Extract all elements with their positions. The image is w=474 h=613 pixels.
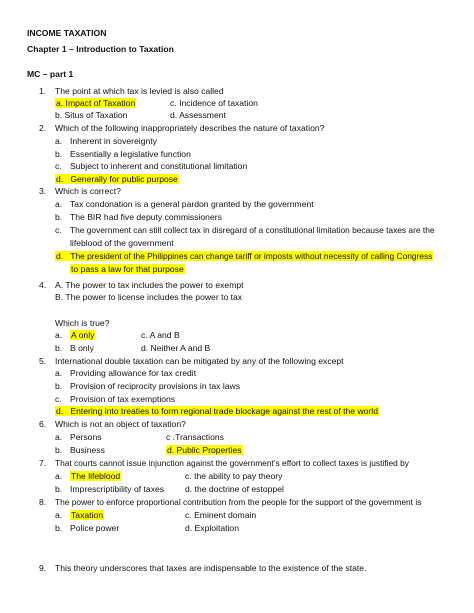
question-6-option-d-answer: d. Public Properties: [167, 445, 242, 455]
question-9-number: 9.: [39, 563, 47, 573]
question-9-text: This theory underscores that taxes are indispensable to the existence of the state.: [55, 563, 367, 573]
question-2-text: Which of the following inappropriately describes the nature of taxation?: [55, 123, 325, 133]
part-heading: MC – part 1: [27, 69, 74, 79]
question-3-number: 3.: [39, 186, 47, 196]
question-8-option-b: Police power: [70, 523, 120, 533]
question-4-statement-a: A. The power to tax includes the power to exempt: [55, 280, 244, 290]
question-8-option-a-answer: Taxation: [71, 510, 104, 520]
question-6-number: 6.: [39, 419, 47, 429]
question-7-option-b-label: b.: [55, 484, 63, 494]
question-7-option-c: c. the ability to pay theory: [185, 471, 283, 481]
question-4-option-a-answer: A only: [71, 330, 95, 340]
question-5-option-b-label: b.: [55, 381, 63, 391]
question-4-option-b: B only: [70, 343, 94, 353]
question-8-option-a-label: a.: [55, 510, 63, 520]
question-3-option-d-line-2-answer: to pass a law for that purpose: [71, 264, 184, 274]
question-2-option-c: Subject to inherent and constitutional limitation: [70, 161, 248, 171]
question-4-option-c: c. A and B: [141, 330, 180, 340]
question-6-option-c: c .Transactions: [166, 432, 224, 442]
question-7-number: 7.: [39, 458, 47, 468]
question-8-number: 8.: [39, 497, 47, 507]
question-1-option-c: c. Incidence of taxation: [170, 98, 258, 108]
question-3-option-b: The BIR had five deputy commissioners: [70, 212, 222, 222]
question-3-option-a: Tax condonation is a general pardon granted by the government: [70, 199, 314, 209]
question-8-text: The power to enforce proportional contribution from the people for the support of the government is: [55, 497, 422, 507]
question-1-number: 1.: [39, 86, 47, 96]
question-2-option-b: Essentially a legislative function: [70, 149, 191, 159]
question-4-option-b-label: b.: [55, 343, 63, 353]
question-7-text: That courts cannot issue injunction against the government’s effort to collect taxes is justified by: [55, 458, 409, 468]
question-3-option-b-label: b.: [55, 212, 63, 222]
question-2-option-d-label: d.: [56, 174, 64, 184]
question-1-option-a-answer: a. Impact of Taxation: [56, 98, 136, 108]
question-5-option-a-label: a.: [55, 368, 63, 378]
question-8-option-b-label: b.: [55, 523, 63, 533]
question-6-option-a: Persons: [70, 432, 102, 442]
question-6-text: Which is not an object of taxation?: [55, 419, 186, 429]
question-3-option-d-label: d.: [56, 251, 64, 261]
question-3-text: Which is correct?: [55, 186, 121, 196]
question-5-option-d-label: d.: [56, 406, 64, 416]
question-1-text: The point at which tax is levied is also called: [55, 86, 224, 96]
question-7-option-d: d. the doctrine of estoppel: [185, 484, 284, 494]
question-2-option-c-label: c.: [55, 161, 62, 171]
question-4-text: Which is true?: [55, 318, 110, 328]
question-2-option-a: Inherent in sovereignty: [70, 136, 157, 146]
question-6-option-b: Business: [70, 445, 105, 455]
question-8-option-d: d. Exploitation: [185, 523, 239, 533]
question-4-number: 4.: [39, 280, 47, 290]
question-4-option-a-label: a.: [55, 330, 63, 340]
question-5-option-d-answer: Entering into treaties to form regional trade blockage against the rest of the world: [70, 406, 378, 416]
doc-title: INCOME TAXATION: [27, 28, 107, 38]
question-1-option-d: d. Assessment: [170, 110, 226, 120]
question-3-option-c-label: c.: [55, 225, 62, 235]
question-5-number: 5.: [39, 356, 47, 366]
question-2-option-d-answer: Generally for public purpose: [70, 174, 178, 184]
question-5-text: International double taxation can be mitigated by any of the following except: [55, 356, 344, 366]
question-4-statement-b: B. The power to license includes the power to tax: [55, 292, 243, 302]
question-2-option-b-label: b.: [55, 149, 63, 159]
question-6-option-b-label: b.: [55, 445, 63, 455]
question-7-option-b: Imprescriptibility of taxes: [70, 484, 165, 494]
question-3-option-c-line-2: lifeblood of the government: [70, 238, 174, 248]
question-5-option-c: Provision of tax exemptions: [70, 394, 176, 404]
question-3-option-c-line-1: The government can still collect tax in disregard of a constitutional limitation because taxes are the: [70, 225, 435, 235]
question-5-option-a: Providing allowance for tax credit: [70, 368, 197, 378]
question-8-option-c: c. Eminent domain: [185, 510, 257, 520]
question-3-option-a-label: a.: [55, 199, 63, 209]
question-5-option-b: Provision of reciprocity provisions in tax laws: [70, 381, 241, 391]
question-4-option-d: d. Neither A and B: [141, 343, 211, 353]
question-5-option-c-label: c.: [55, 394, 62, 404]
question-7-option-a-label: a.: [55, 471, 63, 481]
question-1-option-b: b. Situs of Taxation: [55, 110, 128, 120]
question-7-option-a-answer: The lifeblood: [71, 471, 121, 481]
question-2-number: 2.: [39, 123, 47, 133]
chapter-heading: Chapter 1 – Introduction to Taxation: [27, 44, 174, 54]
question-2-option-a-label: a.: [55, 136, 63, 146]
question-6-option-a-label: a.: [55, 432, 63, 442]
question-3-option-d-line-1-answer: The president of the Philippines can change tariff or imposts without necessity of calling Congress: [70, 251, 433, 261]
